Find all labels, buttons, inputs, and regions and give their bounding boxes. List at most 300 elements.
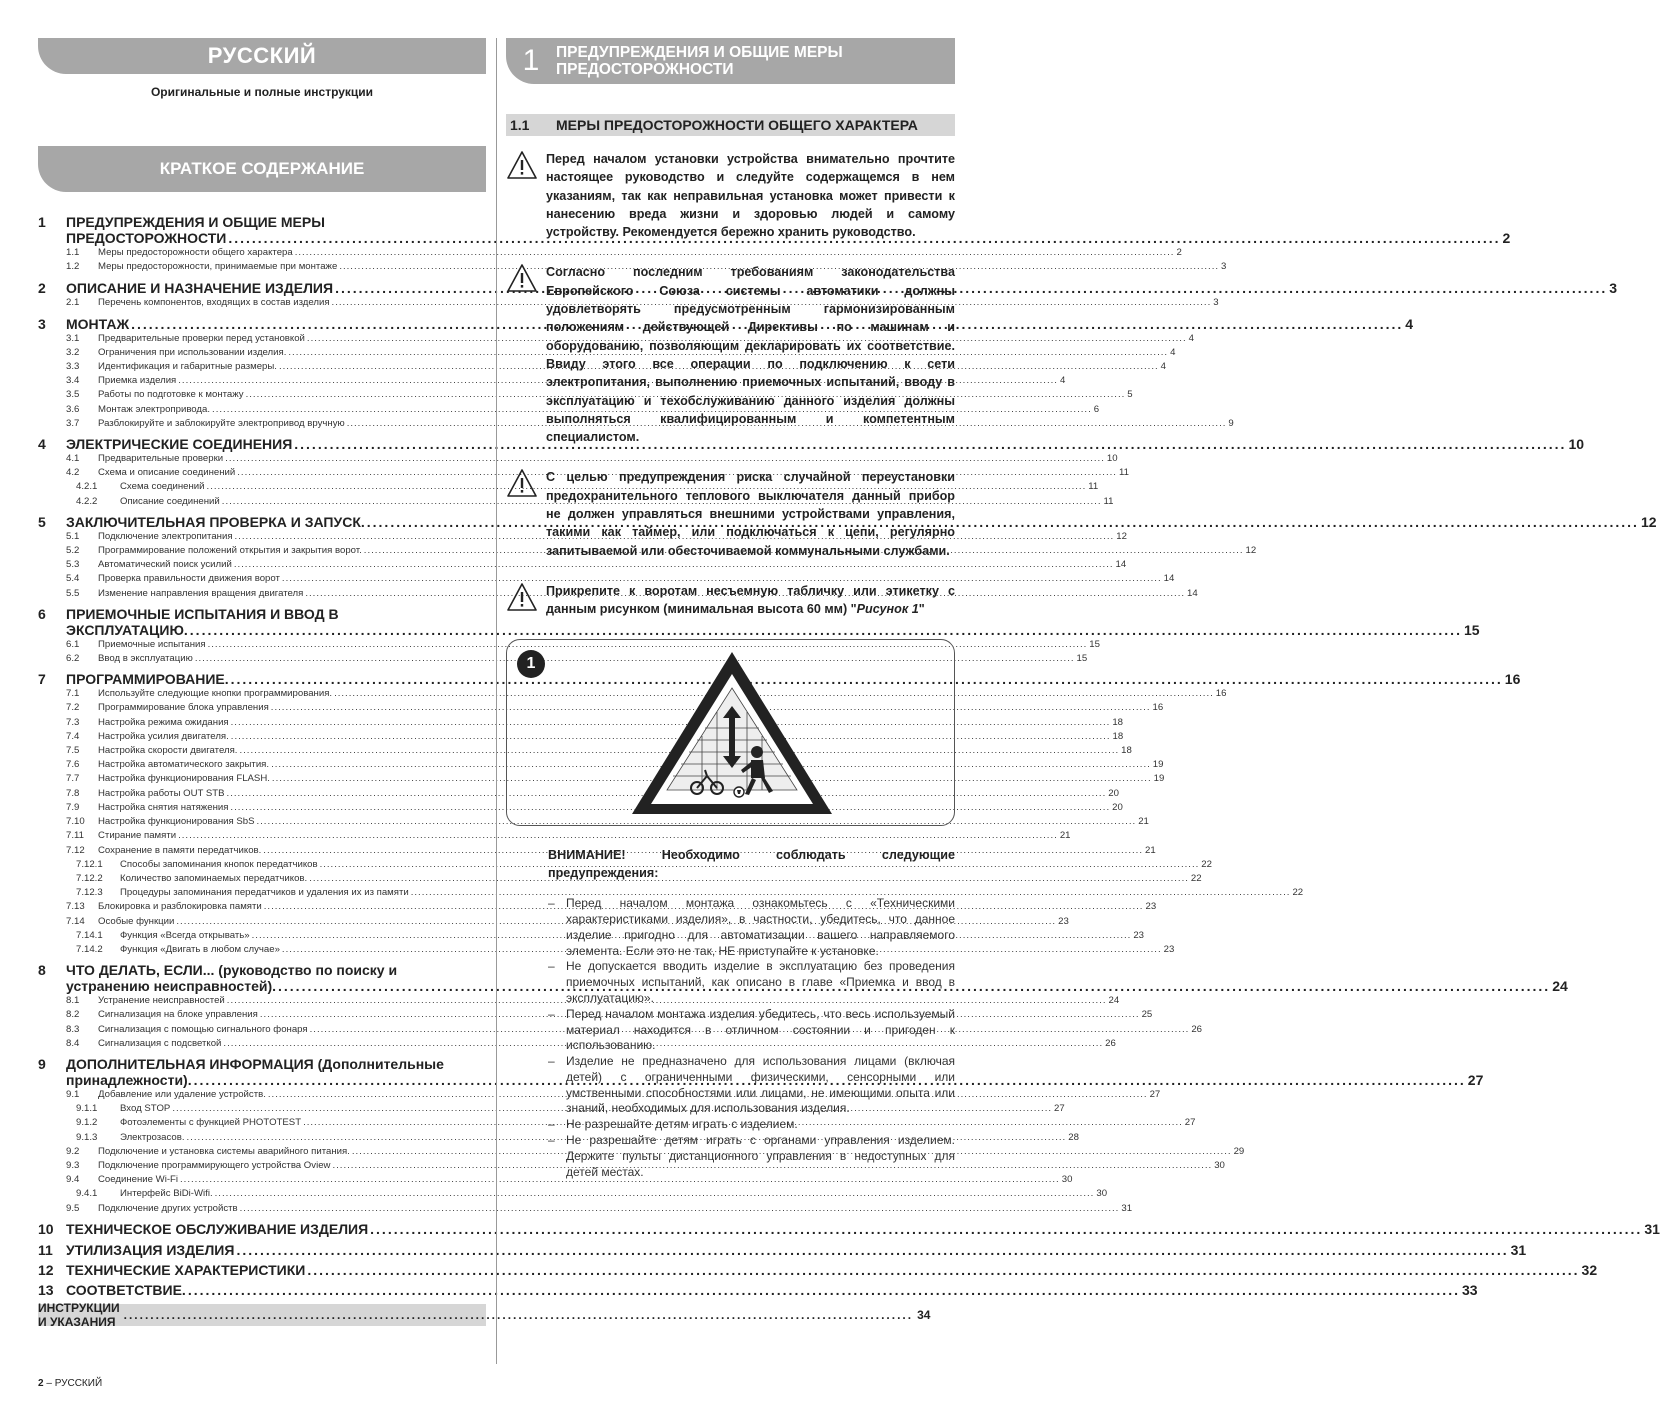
toc-subsection-page: 30 — [1214, 1159, 1225, 1171]
toc-subsection-number: 1.2 — [66, 261, 80, 273]
toc-subsection-entry[interactable] — [38, 787, 1119, 801]
toc-subsection-title: Сигнализация с подсветкой — [98, 1037, 222, 1049]
toc-subsection-title: Идентификация и габаритные размеры. — [98, 361, 277, 373]
toc-subsection-page: 29 — [1233, 1145, 1245, 1157]
list-item-text: Перед началом монтажа ознакомьтесь с «Техническими характеристиками изделия», в частности, убедитесь, что данное изделие пригодно для автоматизации вашего направляемого элемента. Если это не так, НЕ приступайте к установке. — [566, 896, 955, 958]
toc-chapter-page: 16 — [1504, 671, 1521, 688]
toc-subsection-title: Устранение неисправностей — [98, 995, 225, 1007]
toc-subsection-number: 7.12.2 — [76, 872, 103, 884]
toc-subsection-page: 10 — [1106, 453, 1118, 465]
warning-block — [506, 150, 955, 241]
warning-text: Прикрепите к воротам несъемную табличку или этикетку с данным рисунком (минимальная высота 60 мм) "Рисунок 1" — [546, 583, 955, 617]
toc-subsection-number: 4.2.2 — [76, 495, 98, 507]
toc-subsection-entry[interactable] — [38, 1202, 1133, 1216]
toc-subsection-number: 4.1 — [66, 453, 80, 465]
toc-subsection-number: 7.12 — [66, 844, 85, 856]
figure-number-badge: 1 — [517, 650, 545, 678]
toc-subsection-page: 11 — [1103, 495, 1114, 507]
toc-subsection-entry[interactable] — [38, 815, 1149, 829]
toc-chapter-title: МОНТАЖ — [66, 315, 130, 332]
toc-subsection-entry[interactable] — [38, 801, 1123, 815]
toc-footer-entry[interactable] — [38, 1300, 931, 1329]
toc-subsection-number: 3.6 — [66, 403, 80, 415]
toc-subsection-number: 1.1 — [66, 247, 80, 258]
toc-subsection-page: 19 — [1152, 759, 1164, 771]
toc-subsection-page: 11 — [1118, 467, 1129, 479]
column-divider — [496, 38, 497, 1364]
list-item — [548, 1007, 955, 1054]
toc-subsection-entry[interactable] — [38, 360, 1166, 374]
toc-subsection-page: 3 — [1213, 297, 1219, 309]
toc-chapter-title: ПРЕДУПРЕЖДЕНИЯ И ОБЩИЕ МЕРЫ — [66, 214, 325, 230]
toc-subsection-page: 27 — [1184, 1117, 1196, 1129]
list-item — [548, 1117, 955, 1133]
toc-subsection-title: Функция «Двигать в любом случае» — [120, 943, 280, 955]
toc-subsection-entry[interactable] — [38, 943, 1175, 957]
toc-subsection-title: Настройка режима ожидания — [98, 716, 229, 728]
toc-subsection-entry[interactable] — [38, 452, 1118, 466]
toc-subsection-number: 3.7 — [66, 417, 80, 429]
toc-chapter-title: ДОПОЛНИТЕЛЬНАЯ ИНФОРМАЦИЯ (Дополнительные — [66, 1055, 444, 1072]
toc-subsection-number: 9.4 — [66, 1174, 80, 1186]
toc-subsection-entry[interactable] — [38, 730, 1124, 744]
toc-chapter-number: 7 — [38, 671, 46, 688]
toc-subsection-page: 3 — [1221, 261, 1227, 273]
toc-subsection-title: Настройка функционирования SbS — [98, 816, 255, 828]
toc-subsection-title: Настройка скорости двигателя. — [98, 745, 238, 757]
toc-subsection-title: Соединение Wi-Fi — [98, 1174, 179, 1186]
toc-subsection-page: 21 — [1059, 830, 1071, 842]
child-danger-sign-icon — [627, 648, 837, 818]
toc-chapter-page: 10 — [1568, 436, 1585, 453]
warning-block — [506, 263, 955, 446]
toc-subsection-page: 18 — [1112, 716, 1124, 728]
toc-subsection-page: 2 — [1176, 247, 1182, 258]
toc-chapter-title: ПРЕДОСТОРОЖНОСТИ — [66, 230, 227, 246]
toc-subsection-entry[interactable] — [38, 1159, 1225, 1173]
toc-subsection-page: 14 — [1187, 587, 1198, 599]
toc-subsection-page: 11 — [1088, 481, 1099, 493]
toc-subsection-number: 6.1 — [66, 638, 80, 650]
toc-subsection-title: Сигнализация на блоке управления — [98, 1009, 258, 1021]
toc-subsection-number: 4.2.1 — [76, 481, 98, 493]
list-item-text: Не допускается вводить изделие в эксплуатацию без проведения приемочных испытаний, как описано в главе «Приемка и ввод в эксплуатацию». — [566, 959, 955, 1005]
toc-subsection-page: 15 — [1076, 653, 1088, 665]
toc-subsection-title: Фотоэлементы с функцией PHOTOTEST — [120, 1117, 302, 1129]
toc-subsection-title: Ограничения при использовании изделия. — [98, 346, 287, 358]
toc-subsection-page: 18 — [1112, 730, 1124, 742]
list-item — [548, 1133, 955, 1180]
toc-subsection-entry[interactable] — [38, 572, 1175, 586]
toc-subsection-title: Вход STOP — [120, 1103, 171, 1115]
warning-list — [548, 896, 955, 1180]
toc-subsection-number: 5.1 — [66, 530, 80, 542]
toc-subsection-entry[interactable] — [38, 701, 1164, 715]
toc-subsection-entry[interactable] — [38, 1008, 1153, 1022]
toc-subsection-page: 25 — [1141, 1009, 1153, 1021]
toc-subsection-entry[interactable] — [38, 530, 1127, 544]
toc-subsection-title: Проверка правильности движения ворот — [98, 573, 280, 585]
toc-chapter-entry[interactable] — [38, 436, 1585, 453]
toc-subsection-entry[interactable] — [38, 1145, 1245, 1159]
toc-banner: КРАТКОЕ СОДЕРЖАНИЕ — [38, 146, 486, 192]
section-title: ПРЕДУПРЕЖДЕНИЯ И ОБЩИЕ МЕРЫ ПРЕДОСТОРОЖНОСТИ — [556, 44, 843, 78]
toc-subsection-number: 9.3 — [66, 1159, 80, 1171]
toc-subsection-number: 9.1.2 — [76, 1117, 98, 1129]
toc-subsection-number: 7.8 — [66, 787, 80, 799]
toc-subsection-entry[interactable] — [38, 374, 1066, 388]
toc-chapter-number: 8 — [38, 962, 46, 979]
toc-subsection-number: 9.5 — [66, 1202, 80, 1214]
toc-subsection-page: 23 — [1145, 901, 1157, 913]
warning-triangle-icon — [506, 582, 546, 619]
toc-subsection-entry[interactable] — [38, 652, 1088, 666]
toc-subsection-entry[interactable] — [38, 872, 1202, 886]
toc-chapter-page: 31 — [1644, 1220, 1660, 1237]
toc-chapter-number: 13 — [38, 1281, 54, 1298]
toc-subsection-entry[interactable] — [38, 260, 1227, 274]
toc-subsection-entry[interactable] — [38, 403, 1100, 417]
toc-chapter-number: 4 — [38, 436, 46, 453]
toc-chapter-title: устранению неисправностей). — [66, 978, 277, 995]
toc-subsection-title: Стирание памяти — [98, 830, 177, 842]
toc-subsection-page: 27 — [1054, 1103, 1065, 1115]
toc-subsection-page: 21 — [1145, 844, 1156, 856]
toc-subsection-entry[interactable] — [38, 558, 1127, 572]
toc-chapter-entry[interactable] — [38, 214, 1511, 246]
toc-subsection-page: 20 — [1108, 787, 1119, 799]
toc-subsection-page: 30 — [1096, 1188, 1108, 1200]
toc-subsection-number: 5.4 — [66, 573, 80, 585]
toc-chapter-page: 27 — [1467, 1071, 1484, 1088]
toc-subsection-entry[interactable] — [38, 332, 1194, 346]
toc-chapter-number: 11 — [38, 1241, 53, 1258]
toc-subsection-entry[interactable] — [38, 296, 1219, 310]
toc-subsection-number: 3.4 — [66, 375, 80, 387]
toc-subsection-entry[interactable] — [38, 829, 1071, 843]
toc-subsection-number: 7.13 — [66, 901, 85, 913]
toc-subsection-page: 28 — [1068, 1131, 1079, 1143]
list-dash: – — [548, 1054, 555, 1069]
toc-subsection-page: 12 — [1245, 545, 1257, 557]
toc-chapter-page: 2 — [1502, 230, 1511, 246]
list-dash: – — [548, 896, 555, 911]
toc-subsection-entry[interactable] — [38, 1102, 1065, 1116]
toc-subsection-page: 22 — [1292, 887, 1304, 899]
toc-subsection-page: 14 — [1163, 573, 1175, 585]
toc-chapter-number: 9 — [38, 1055, 46, 1072]
toc-subsection-page: 5 — [1127, 389, 1133, 401]
toc-chapter-page: 15 — [1463, 621, 1480, 638]
toc-subsection-number: 7.1 — [66, 688, 80, 700]
toc-subsection-page: 27 — [1149, 1088, 1161, 1100]
list-dash: – — [548, 1117, 555, 1132]
toc-subsection-title: Добавление или удаление устройств. — [98, 1088, 266, 1100]
toc-subsection-title: Электрозасов. — [120, 1131, 185, 1143]
toc-subsection-page: 22 — [1201, 858, 1212, 870]
toc-subsection-title: Меры предосторожности общего характера — [98, 247, 293, 258]
list-item-text: Перед началом монтажа изделия убедитесь, что весь используемый материал находится в отличном состоянии и пригоден к использованию. — [566, 1006, 955, 1053]
toc-subsection-entry[interactable] — [38, 480, 1099, 494]
subtitle: Оригинальные и полные инструкции — [150, 85, 374, 99]
toc-subsection-page: 4 — [1188, 332, 1194, 344]
toc-subsection-entry[interactable] — [38, 915, 1069, 929]
toc-subsection-title: Программирование блока управления — [98, 702, 269, 714]
toc-subsection-page: 22 — [1190, 872, 1202, 884]
warning-block — [506, 468, 955, 559]
toc-subsection-entry[interactable] — [38, 466, 1129, 480]
toc-chapter-page: 4 — [1405, 315, 1414, 332]
toc-subsection-entry[interactable] — [38, 495, 1114, 509]
section-number: 1 — [522, 44, 540, 77]
toc-subsection-page: 30 — [1061, 1174, 1073, 1186]
toc-subsection-page: 26 — [1105, 1037, 1116, 1049]
toc-subsection-title: Подключение и установка системы аварийного питания. — [98, 1145, 350, 1157]
toc-subsection-title: Особые функции — [98, 915, 175, 927]
toc-subsection-entry[interactable] — [38, 246, 1182, 260]
toc-subsection-title: Работы по подготовке к монтажу — [98, 389, 244, 401]
toc-subsection-number: 9.1.3 — [76, 1131, 98, 1143]
toc-subsection-entry[interactable] — [38, 844, 1156, 858]
toc-chapter-title: ЧТО ДЕЛАТЬ, ЕСЛИ... (руководство по поиску и — [66, 962, 398, 979]
toc-footer-page: 34 — [917, 1307, 931, 1322]
toc-subsection-number: 9.1 — [66, 1088, 80, 1100]
toc-chapter-page: 33 — [1461, 1281, 1478, 1298]
figure-reference[interactable]: Рисунок 1 — [856, 602, 919, 617]
toc-chapter-page: 32 — [1581, 1261, 1598, 1278]
toc-subsection-entry[interactable] — [38, 346, 1176, 360]
toc-subsection-title: Блокировка и разблокировка памяти — [98, 901, 262, 913]
toc-subsection-number: 6.2 — [66, 653, 80, 665]
toc-subsection-page: 9 — [1228, 417, 1234, 429]
toc-subsection-number: 7.7 — [66, 773, 80, 785]
toc-subsection-title: Приемочные испытания — [98, 638, 206, 650]
toc-subsection-page: 4 — [1170, 346, 1176, 358]
toc-chapter-entry[interactable] — [38, 513, 1657, 530]
toc-subsection-title: Приемка изделия — [98, 375, 177, 387]
toc-subsection-title: Программирование положений открытия и закрытия ворот. — [98, 545, 362, 557]
toc-subsection-number: 9.4.1 — [76, 1188, 98, 1200]
toc-subsection-entry[interactable] — [38, 858, 1212, 872]
toc-subsection-title: Интерфейс BiDi-Wifi. — [120, 1188, 213, 1200]
toc-subsection-entry[interactable] — [38, 587, 1198, 601]
toc-chapter-title: ТЕХНИЧЕСКИЕ ХАРАКТЕРИСТИКИ — [66, 1261, 306, 1278]
toc-subsection-page: 20 — [1112, 801, 1123, 813]
toc-subsection-entry[interactable] — [38, 1173, 1073, 1187]
toc-chapter-number: 6 — [38, 605, 46, 622]
toc-subsection-page: 16 — [1215, 688, 1227, 700]
toc-subsection-entry[interactable] — [38, 638, 1100, 652]
toc-subsection-page: 4 — [1160, 361, 1166, 373]
toc-chapter-title: ЗАКЛЮЧИТЕЛЬНАЯ ПРОВЕРКА И ЗАПУСК. — [66, 513, 365, 530]
toc-chapter-title: ПРОГРАММИРОВАНИЕ. — [66, 671, 229, 688]
subsection-number: 1.1 — [510, 117, 530, 133]
toc-chapter-page: 3 — [1609, 280, 1618, 297]
toc-subsection-title: Настройка снятия натяжения — [98, 801, 229, 813]
warning-text: Перед началом установки устройства внимательно прочтите настоящее руководство и следуйте содержащемся в нем указаниям, так как неправильная установка может привести к нанесению вреда жизни и здоровью людей и самому устройству. Рекомендуется бережно хранить руководство. — [546, 152, 955, 240]
warning-text: С целью предупреждения риска случайной переустановки предохранительного теплового выключателя данный прибор не должен управляться внешними устройствами управления, такими как таймер, или подключаться к цепи, регулярно запитываемой или обесточиваемой коммунальными службами. — [546, 470, 955, 558]
toc-chapter-number: 1 — [38, 214, 46, 230]
toc-subsection-entry[interactable] — [38, 388, 1133, 402]
right-column — [506, 38, 955, 1180]
subsection-title: МЕРЫ ПРЕДОСТОРОЖНОСТИ ОБЩЕГО ХАРАКТЕРА — [556, 117, 918, 133]
toc-subsection-entry[interactable] — [38, 544, 1257, 558]
toc-subsection-number: 7.14.1 — [76, 929, 103, 941]
toc-chapter-title: ЭКСПЛУАТАЦИЮ. — [66, 621, 188, 638]
toc-chapter-number: 12 — [38, 1261, 54, 1278]
toc-subsection-entry[interactable] — [38, 1131, 1079, 1145]
toc-subsection-number: 7.14 — [66, 915, 85, 927]
toc-subsection-entry[interactable] — [38, 1088, 1161, 1102]
toc-chapter-page: 12 — [1640, 513, 1657, 530]
toc-chapter-entry[interactable] — [38, 1261, 1598, 1278]
toc-subsection-entry[interactable] — [38, 1037, 1116, 1051]
toc-subsection-entry[interactable] — [38, 900, 1157, 914]
toc-subsection-entry[interactable] — [38, 417, 1234, 431]
toc-subsection-title: Ввод в эксплуатацию — [98, 653, 193, 665]
warning-triangle-icon — [506, 468, 546, 559]
attention-heading: ВНИМАНИЕ! Необходимо соблюдать следующие предупреждения: — [548, 847, 955, 880]
warning-block — [506, 582, 955, 619]
list-item-text: Изделие не предназначено для использования лицами (включая детей) с ограниченными физическими, сенсорными или умственными способностями или лицами, не имеющими опыта или знаний, необходимых для использования изделия. — [566, 1054, 955, 1116]
toc-chapter-entry[interactable] — [38, 280, 1618, 297]
toc-subsection-number: 7.3 — [66, 716, 80, 728]
toc-subsection-entry[interactable] — [38, 994, 1120, 1008]
toc-subsection-entry[interactable] — [38, 1023, 1202, 1037]
toc-subsection-number: 7.4 — [66, 730, 80, 742]
toc-subsection-number: 3.2 — [66, 346, 80, 358]
toc-chapter-title: ЭЛЕКТРИЧЕСКИЕ СОЕДИНЕНИЯ — [66, 436, 293, 453]
list-dash: – — [548, 1006, 555, 1021]
toc-subsection-number: 9.1.1 — [76, 1103, 98, 1115]
toc-subsection-entry[interactable] — [38, 758, 1164, 772]
toc-subsection-title: Изменение направления вращения двигателя — [98, 587, 304, 599]
warning-triangle-icon — [506, 150, 546, 241]
toc-subsection-title: Количество запоминаемых передатчиков. — [120, 872, 308, 884]
toc-footer-title: ИНСТРУКЦИИ И УКАЗАНИЯ — [38, 1300, 120, 1329]
toc-chapter-page: 24 — [1552, 978, 1568, 995]
toc-subsection-number: 2.1 — [66, 297, 80, 309]
toc-subsection-title: Разблокируйте и заблокируйте электропривод вручную — [98, 417, 345, 429]
section-banner — [506, 38, 955, 84]
toc-subsection-number: 4.2 — [66, 467, 80, 479]
toc-subsection-page: 21 — [1138, 816, 1149, 828]
toc-chapter-title: ТЕХНИЧЕСКОЕ ОБСЛУЖИВАНИЕ ИЗДЕЛИЯ — [66, 1220, 369, 1237]
subsection-header — [506, 114, 955, 136]
toc-subsection-number: 5.2 — [66, 545, 80, 557]
toc-subsection-number: 7.9 — [66, 801, 80, 813]
toc-subsection-number: 8.1 — [66, 995, 80, 1007]
toc-subsection-number: 7.10 — [66, 816, 85, 828]
toc-subsection-number: 3.1 — [66, 332, 80, 344]
toc-subsection-page: 19 — [1153, 773, 1165, 785]
toc-chapter-title: принадлежности). — [66, 1071, 192, 1088]
list-dash: – — [548, 1133, 555, 1148]
toc-chapter-entry[interactable] — [38, 1241, 1527, 1258]
warning-triangle-icon — [506, 263, 546, 446]
list-item-text: Не разрешайте детям играть с изделием. — [566, 1117, 798, 1132]
toc-subsection-number: 7.5 — [66, 745, 80, 757]
toc-subsection-title: Используйте следующие кнопки программирования. — [98, 688, 333, 700]
toc-subsection-number: 8.3 — [66, 1023, 80, 1035]
toc-subsection-title: Подключение электропитания — [98, 530, 233, 542]
toc-subsection-title: Настройка работы OUT STB — [98, 787, 225, 799]
toc-subsection-title: Настройка усилия двигателя. — [98, 730, 229, 742]
toc-subsection-title: Перечень компонентов, входящих в состав изделия — [98, 297, 330, 309]
toc-subsection-number: 8.2 — [66, 1009, 80, 1021]
toc-subsection-page: 14 — [1115, 559, 1127, 571]
toc-chapter-entry[interactable] — [38, 671, 1521, 688]
toc-chapter-number: 5 — [38, 513, 46, 530]
toc-subsection-entry[interactable] — [38, 886, 1304, 900]
toc-subsection-title: Схема соединений — [120, 481, 205, 493]
toc-subsection-number: 3.5 — [66, 389, 80, 401]
toc-subsection-page: 31 — [1121, 1202, 1133, 1214]
toc-subsection-entry[interactable] — [38, 772, 1165, 786]
toc-subsection-title: Меры предосторожности, принимаемые при монтаже — [98, 261, 338, 273]
toc-subsection-title: Автоматический поиск усилий — [98, 559, 232, 571]
toc-chapter-title: СООТВЕТСТВИЕ. — [66, 1281, 186, 1298]
toc-subsection-page: 18 — [1121, 745, 1132, 757]
toc-chapter-entry[interactable] — [38, 1220, 1660, 1237]
toc-chapter-title: ПРИЕМОЧНЫЕ ИСПЫТАНИЯ И ВВОД В — [66, 605, 339, 622]
toc-subsection-title: Подключение программирующего устройства Oview — [98, 1159, 331, 1171]
toc-chapter-number: 3 — [38, 315, 46, 332]
figure-1 — [506, 639, 955, 826]
toc-chapter-title: ОПИСАНИЕ И НАЗНАЧЕНИЕ ИЗДЕЛИЯ — [66, 280, 334, 297]
toc-chapter-page: 31 — [1510, 1241, 1527, 1258]
toc-subsection-entry[interactable] — [38, 687, 1227, 701]
toc-subsection-entry[interactable] — [38, 716, 1124, 730]
toc-subsection-title: Сохранение в памяти передатчиков. — [98, 844, 262, 856]
list-item-text: Не разрешайте детям играть с органами управления изделием. Держите пульты дистанционного управления в недоступных для детей местах. — [566, 1133, 955, 1179]
toc-subsection-page: 6 — [1093, 403, 1100, 415]
toc-subsection-title: Подключение других устройств — [98, 1202, 238, 1214]
toc-subsection-number: 5.5 — [66, 587, 80, 599]
toc-subsection-page: 16 — [1152, 702, 1164, 714]
toc-subsection-page: 26 — [1191, 1023, 1202, 1035]
toc-chapter-number: 2 — [38, 280, 46, 297]
page-footer-separator: – — [43, 1378, 55, 1389]
toc-subsection-entry[interactable] — [38, 929, 1145, 943]
toc-subsection-title: Монтаж электропривода. — [98, 403, 211, 415]
list-item — [548, 959, 955, 1006]
toc-subsection-title: Предварительные проверки — [98, 453, 224, 465]
list-dash: – — [548, 959, 555, 974]
page-number: 2 — [38, 1378, 44, 1389]
toc-subsection-entry[interactable] — [38, 744, 1132, 758]
toc-subsection-number: 3.3 — [66, 361, 80, 373]
toc-subsection-title: Способы запоминания кнопок передатчиков — [120, 858, 318, 870]
toc-subsection-number: 7.2 — [66, 702, 80, 714]
toc-subsection-title: Процедуры запоминания передатчиков и удаления их из памяти — [120, 887, 409, 899]
toc-subsection-number: 7.14.2 — [76, 943, 103, 955]
toc-subsection-page: 23 — [1133, 929, 1145, 941]
toc-subsection-page: 24 — [1108, 995, 1120, 1007]
toc-subsection-page: 12 — [1116, 530, 1127, 542]
toc-subsection-entry[interactable] — [38, 1187, 1108, 1201]
toc-subsection-title: Настройка функционирования FLASH. — [98, 773, 270, 785]
warning-text: Согласно последним требованиям законодательства Европейского Союза системы автоматики должны удовлетворять предусмотренным гармонизированным положениям действующей Директивы по машинам и оборудованию, позволяющим декларировать их соответствие. Ввиду этого все операции по подключению к сети электропитания, выполнению приемочных испытаний, вводу в эксплуатацию и техобслуживанию данного изделия должны выполняться квалифицированным и компетентным специалистом. — [546, 265, 955, 445]
list-item — [548, 1054, 955, 1117]
toc-subsection-number: 5.3 — [66, 559, 80, 571]
toc-subsection-number: 9.2 — [66, 1145, 80, 1157]
toc-subsection-number: 7.12.3 — [76, 887, 103, 899]
toc-chapter-entry[interactable] — [38, 1281, 1478, 1298]
list-item — [548, 896, 955, 959]
page-footer-language: РУССКИЙ — [54, 1378, 103, 1389]
toc-chapter-entry[interactable] — [38, 315, 1414, 332]
